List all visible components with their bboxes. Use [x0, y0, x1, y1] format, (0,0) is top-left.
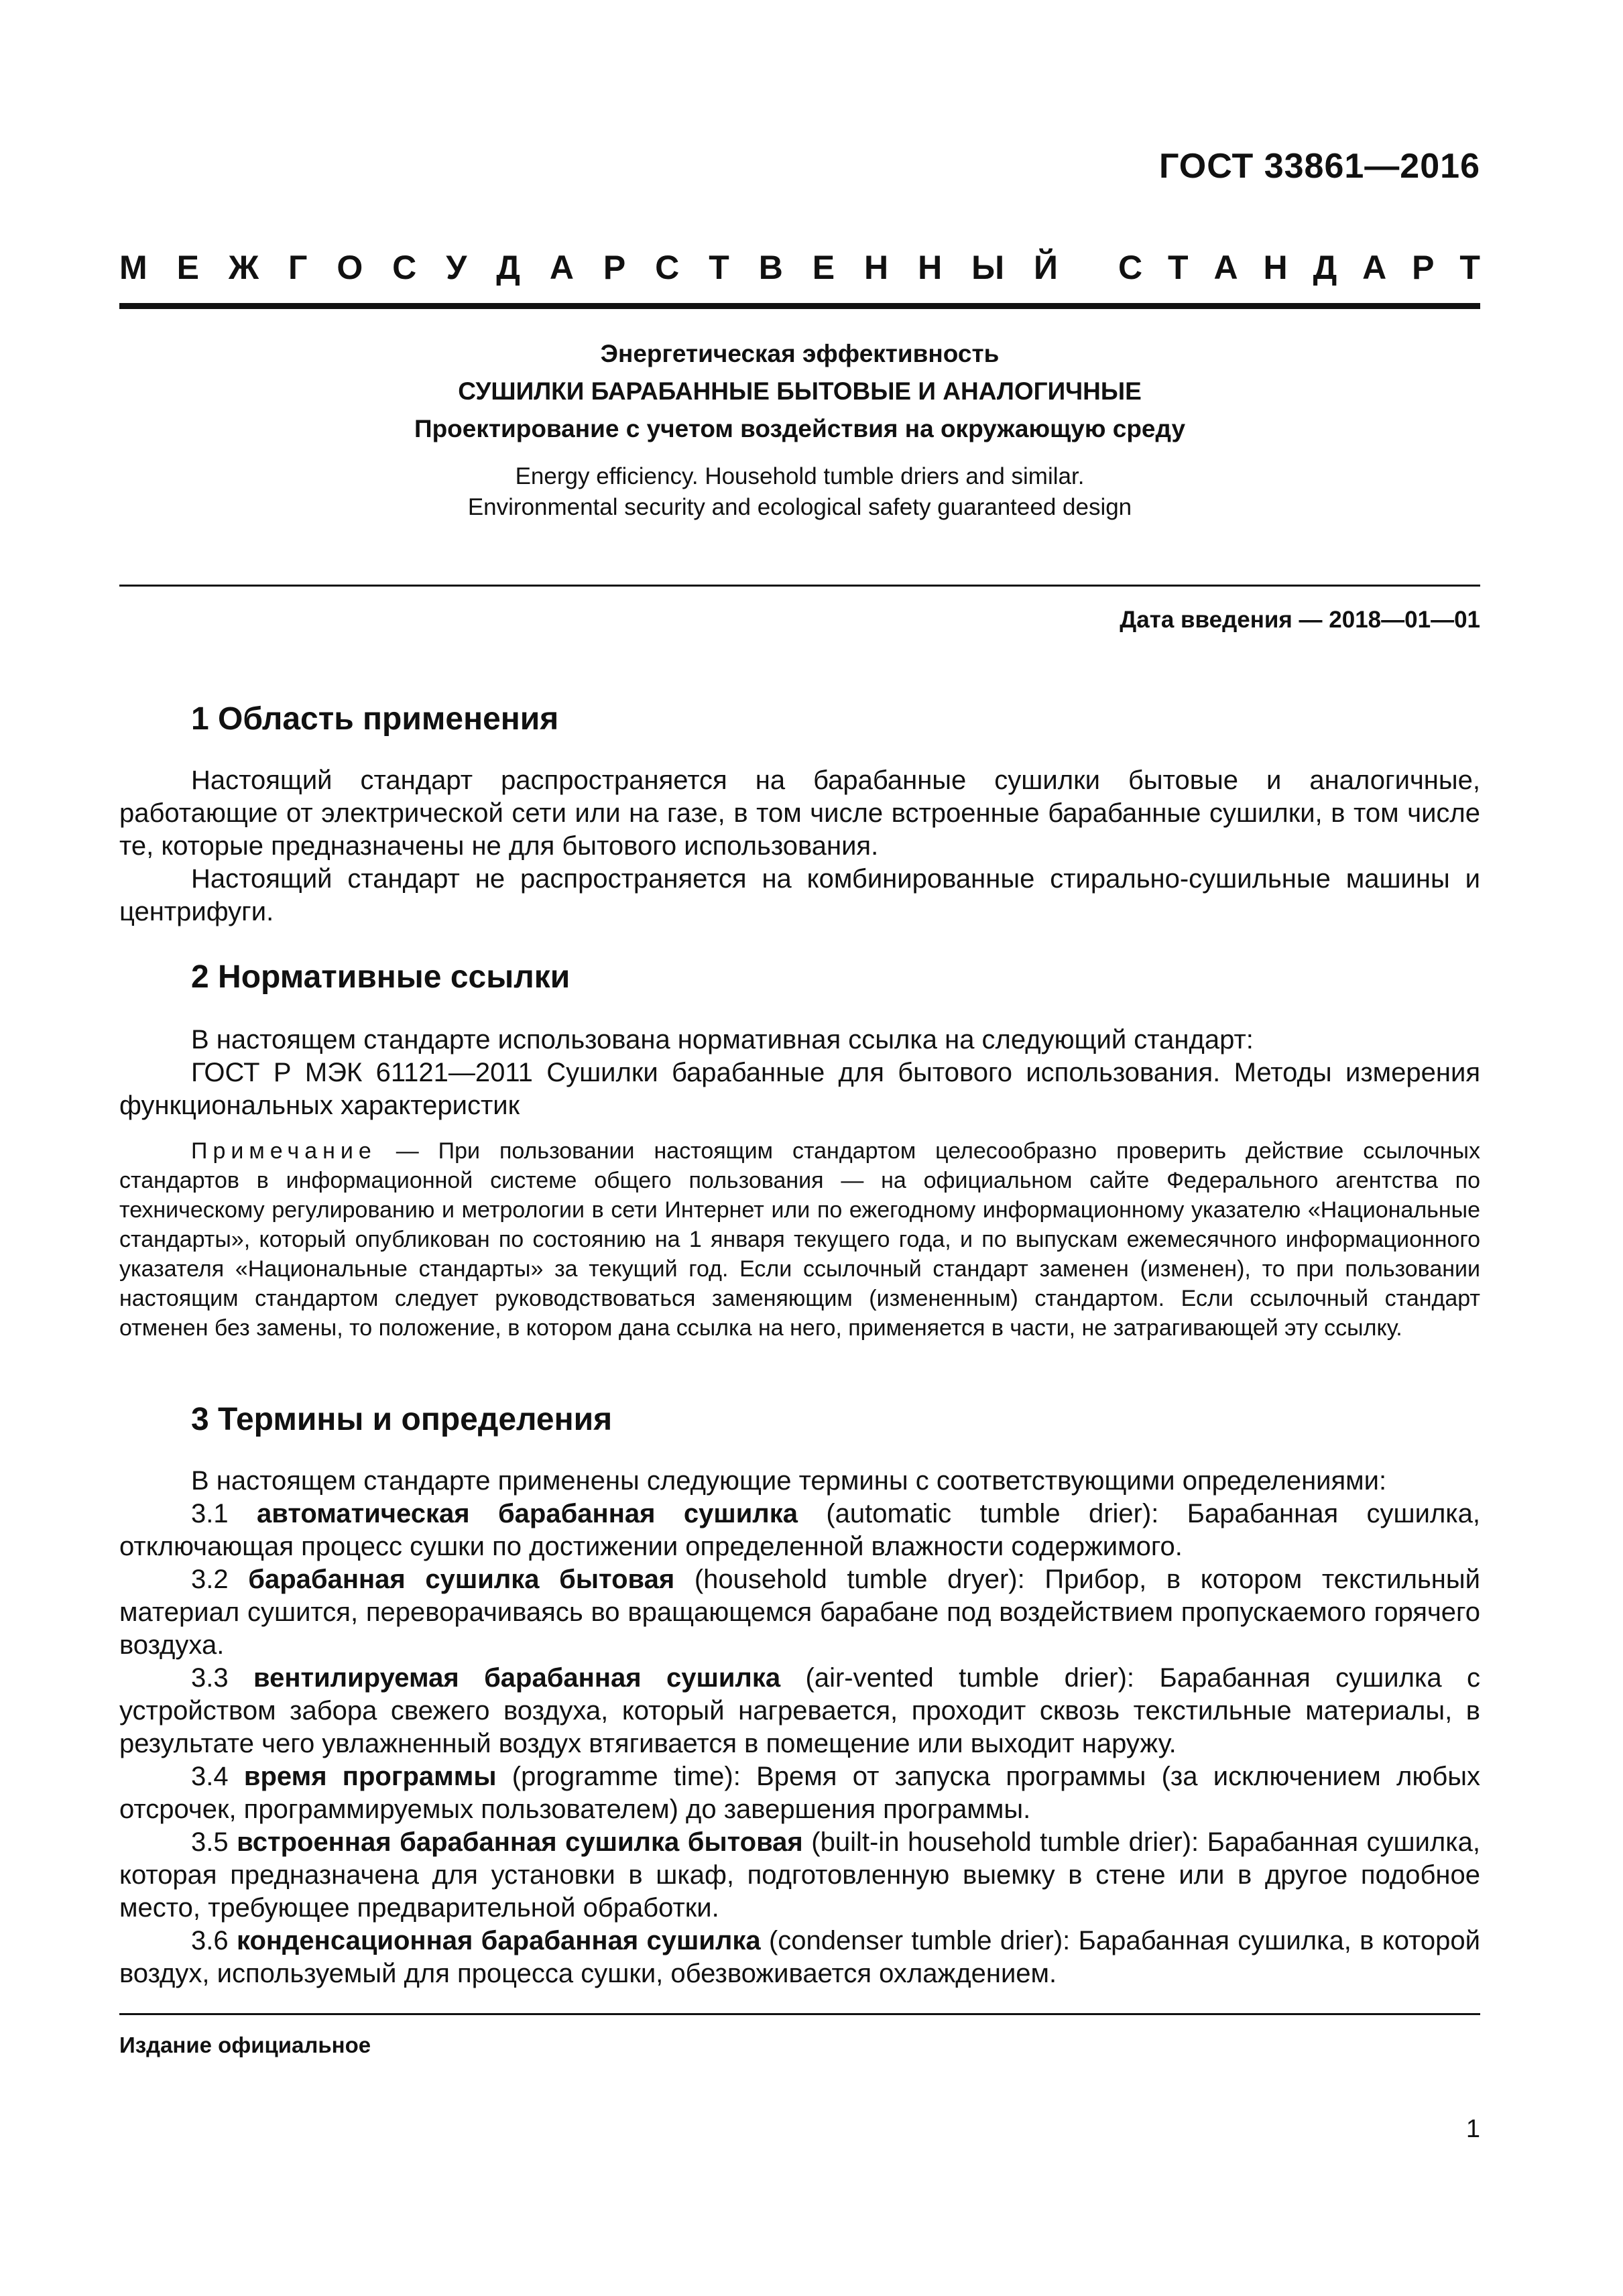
banner-letter: Н [1263, 249, 1288, 286]
term-text: (air-vented tumble drier): Барабанная сушилка с устройством забора свежего воздуха, который нагревается, проходит сквозь текстильные материалы, в результате чего увлажненный воздух втягивается в помещение или выходит наружу. [119, 1663, 1480, 1758]
section-2-note [119, 1136, 1480, 1343]
page-number: 1 [1465, 2115, 1480, 2143]
english-title [119, 461, 1480, 523]
section-2-paragraph-2: ГОСТ Р МЭК 61121—2011 Сушилки барабанные для бытового использования. Методы измерения функциональных характеристик [119, 1058, 1480, 1120]
term-number: 3.2 [191, 1565, 249, 1594]
section-2-paragraph-1: В настоящем стандарте использована нормативная ссылка на следующий стандарт: [191, 1025, 1254, 1054]
title-line-2: СУШИЛКИ БАРАБАННЫЕ БЫТОВЫЕ И АНАЛОГИЧНЫЕ [458, 377, 1142, 405]
banner-letter: А [549, 249, 574, 286]
section-1-paragraph-1: Настоящий стандарт распространяется на барабанные сушилки бытовые и аналогичные, работающие от электрической сети или на газе, в том числе встроенные барабанные сушилки, в том числе те, которые предназначены не для бытового использования. [119, 766, 1480, 861]
banner-letter: М [119, 249, 147, 286]
banner-letter: Д [496, 249, 520, 286]
banner-letter: Й [1034, 249, 1058, 286]
gost-code: ГОСТ 33861—2016 [1159, 147, 1480, 186]
banner-letter: С [392, 249, 417, 286]
section-3-body [119, 1465, 1480, 1990]
title-line-1: Энергетическая эффективность [600, 340, 1000, 367]
banner-letter: Т [709, 249, 729, 286]
banner-letter: Е [812, 249, 835, 286]
term-definition [119, 1760, 1480, 1826]
term-name: вентилируемая барабанная сушилка [253, 1663, 781, 1693]
banner-letter: Р [603, 249, 626, 286]
banner-letter: Р [1412, 249, 1435, 286]
banner-letter: Д [1313, 249, 1337, 286]
title-rule [119, 585, 1480, 587]
term-number: 3.1 [191, 1499, 257, 1528]
terms-list [119, 1498, 1480, 1990]
term-name: конденсационная барабанная сушилка [236, 1926, 761, 1955]
banner-letter: С [655, 249, 680, 286]
banner-word-standard [1118, 248, 1480, 287]
banner-letter: С [1118, 249, 1143, 286]
term-number: 3.6 [191, 1926, 237, 1955]
banner-letter: Ж [228, 249, 259, 286]
standard-type-banner [119, 248, 1480, 287]
term-text: (automatic tumble drier): Барабанная сушилка, отключающая процесс сушки по достижении определенной влажности содержимого. [119, 1499, 1481, 1561]
term-text: (household tumble dryer): Прибор, в котором текстильный материал сушится, переворачиваясь во вращающемся барабане под воздействием пропускаемого горячего воздуха. [119, 1565, 1480, 1660]
footer-rule [119, 2013, 1480, 2015]
note-text: — При пользовании настоящим стандартом целесообразно проверить действие ссылочных стандартов в информационной системе общего пользования — на официальном сайте Федерального агентства по техническому регулированию и метрологии в сети Интернет или по ежегодному информационному указателю «Национальные стандарты», который опубликован по состоянию на 1 января текущего года, и по выпускам ежемесячного информационного указателя «Национальные стандарты» за текущий год. Если ссылочный стандарт заменен (изменен), то при пользовании настоящим стандартом следует руководствоваться заменяющим (измененным) стандартом. Если ссылочный стандарт отменен без замены, то положение, в котором дана ссылка на него, применяется в части, не затрагивающей эту ссылку. [119, 1138, 1480, 1341]
section-2-body [119, 1024, 1480, 1122]
term-name: автоматическая барабанная сушилка [257, 1499, 798, 1528]
section-2-heading: 2 Нормативные ссылки [191, 959, 570, 995]
term-definition [119, 1563, 1480, 1662]
note-label: Примечание [191, 1138, 377, 1164]
term-number: 3.5 [191, 1827, 237, 1857]
banner-letter: У [446, 249, 467, 286]
title-block [119, 335, 1480, 523]
english-title-line-2: Environmental security and ecological safety guaranteed design [467, 494, 1132, 520]
banner-letter: Т [1168, 249, 1189, 286]
term-definition [119, 1662, 1480, 1760]
term-text: (programme time): Время от запуска программы (за исключением любых отсрочек, программируемых пользователем) до завершения программы. [119, 1762, 1481, 1824]
banner-word-interstate [119, 248, 1058, 287]
section-1-body [119, 764, 1480, 928]
section-1-paragraph-2: Настоящий стандарт не распространяется на комбинированные стирально-сушильные машины и центрифуги. [119, 864, 1480, 926]
section-3-intro: В настоящем стандарте применены следующие термины с соответствующими определениями: [191, 1466, 1387, 1496]
title-line-3: Проектирование с учетом воздействия на окружающую среду [414, 415, 1186, 442]
banner-letter: Е [176, 249, 199, 286]
header-rule [119, 303, 1480, 309]
term-name: встроенная барабанная сушилка бытовая [237, 1827, 803, 1857]
official-edition-label: Издание официальное [119, 2033, 371, 2057]
banner-letter: Н [918, 249, 943, 286]
section-1-heading: 1 Область применения [191, 701, 559, 737]
section-3-heading: 3 Термины и определения [191, 1402, 613, 1437]
term-definition [119, 1925, 1480, 1990]
term-name: барабанная сушилка бытовая [248, 1565, 675, 1594]
term-definition [119, 1826, 1480, 1925]
introduction-date: Дата введения — 2018—01—01 [1120, 607, 1480, 633]
banner-letter: О [337, 249, 363, 286]
term-name: время программы [243, 1762, 497, 1791]
english-title-line-1: Energy efficiency. Household tumble driers and similar. [515, 463, 1085, 489]
banner-letter: А [1213, 249, 1238, 286]
term-text: (condenser tumble drier): Барабанная сушилка, в которой воздух, используемый для процесса сушки, обезвоживается охлаждением. [119, 1926, 1481, 1988]
banner-letter: А [1362, 249, 1387, 286]
banner-letter: Н [864, 249, 889, 286]
term-number: 3.3 [191, 1663, 254, 1693]
term-text: (built-in household tumble drier): Барабанная сушилка, которая предназначена для установки в шкаф, подготовленную выемку в стене или в другое подобное место, требующее предварительной обработки. [119, 1827, 1481, 1923]
banner-letter: В [758, 249, 783, 286]
term-number: 3.4 [191, 1762, 244, 1791]
term-definition [119, 1498, 1480, 1563]
banner-letter: Г [288, 249, 308, 286]
banner-letter: Т [1459, 249, 1480, 286]
banner-letter: Ы [971, 249, 1005, 286]
